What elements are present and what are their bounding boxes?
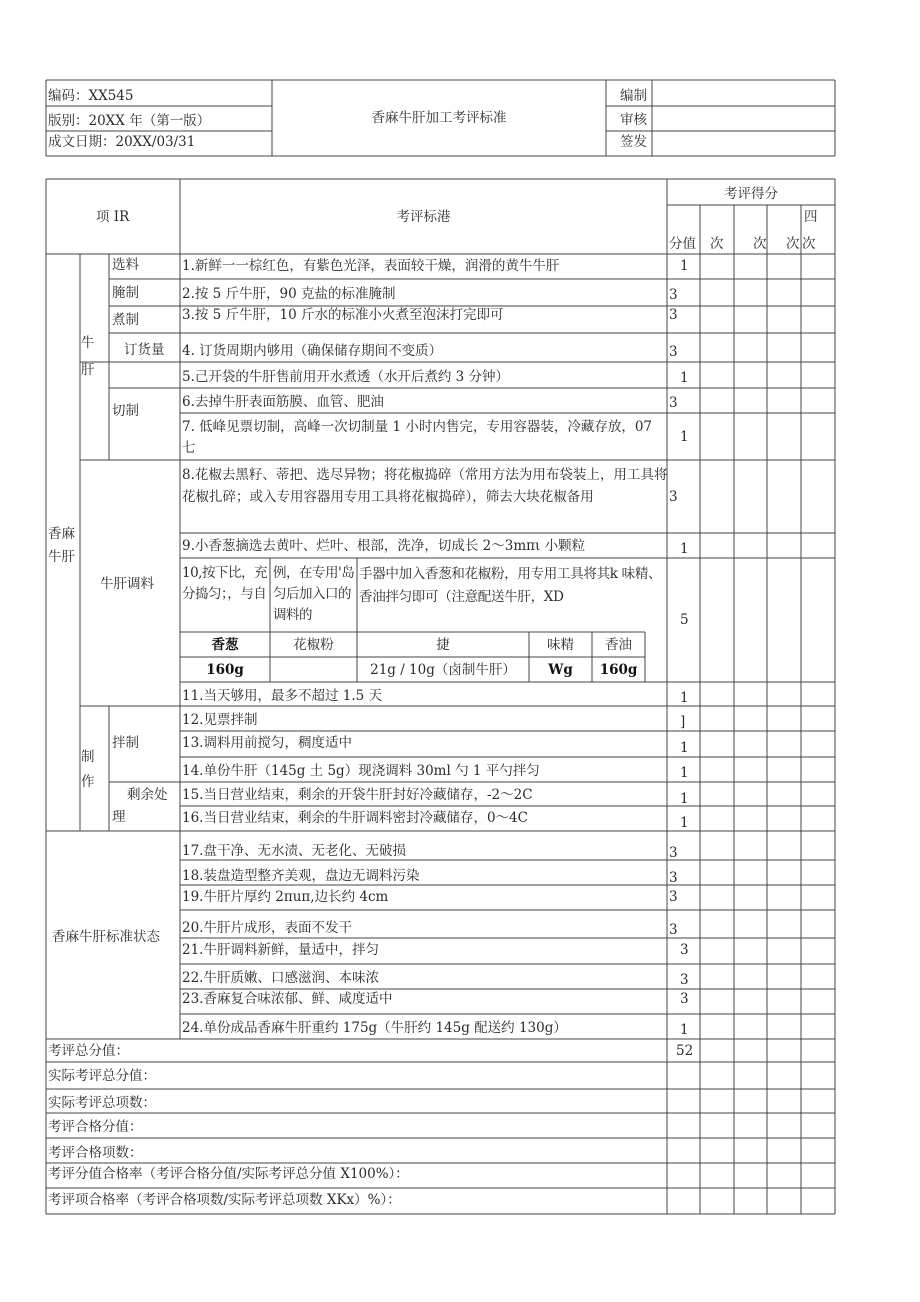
row-9-score: 1 bbox=[680, 541, 689, 557]
row-7-text: 7. 低峰见票切制，高峰一次切制量 1 小时内售完，专用容器装，冷藏存放，07 七 bbox=[182, 419, 653, 456]
sub-mix: 拌制 bbox=[112, 735, 139, 751]
sub-cure: 腌制 bbox=[112, 285, 139, 301]
recipe-header-scallion: 香葱 bbox=[211, 637, 239, 653]
review-label: 审核 bbox=[620, 112, 647, 128]
row-2-text: 2.按 5 斤牛肝，90 克盐的标准腌制 bbox=[182, 286, 396, 302]
sub-cut: 切制 bbox=[112, 403, 139, 419]
recipe-header-msg: 味精 bbox=[547, 637, 574, 653]
row-2-score: 3 bbox=[669, 287, 678, 303]
summary-pass-score: 考评合格分值： bbox=[48, 1119, 143, 1135]
sub-boil: 煮制 bbox=[112, 312, 139, 328]
row-10-text-c: 手器中加入香葱和花椒粉，用专用工具将其k 味精、香油拌匀即可（注意配送牛肝，XD bbox=[359, 566, 662, 605]
sub-select: 选料 bbox=[112, 257, 139, 273]
row-18-score: 3 bbox=[669, 870, 678, 886]
row-1-score: 1 bbox=[680, 258, 689, 274]
row-8-score: 3 bbox=[669, 489, 678, 505]
row-1-text: 1.新鲜一一棕红色，有紫色光泽，表面较干燥，润滑的黄牛牛肝 bbox=[182, 258, 560, 274]
row-17-score: 3 bbox=[669, 845, 678, 861]
row-19-text: 19.牛肝片厚约 2πuπ,边长约 4cm bbox=[182, 889, 389, 905]
summary-item-rate: 考评项合格率（考评合格项数/实际考评总项数 XKx）%）： bbox=[48, 1192, 401, 1208]
col-score-group: 考评得分 bbox=[724, 186, 778, 202]
row-21-text: 21.牛肝调料新鲜，量适中，拌匀 bbox=[182, 942, 379, 958]
row-16-score: 1 bbox=[680, 815, 689, 831]
row-10-text-a: 10,按下比，充分捣匀；，与自 bbox=[182, 565, 267, 602]
row-4-score: 3 bbox=[669, 344, 678, 360]
col-criteria: 考评标港 bbox=[396, 209, 451, 225]
issue-label: 签发 bbox=[620, 134, 647, 150]
row-17-text: 17.盘干净、无水渍、无老化、无破损 bbox=[182, 843, 406, 859]
row-23-text: 23.香麻复合味浓郁、鲜、咸度适中 bbox=[182, 991, 393, 1007]
group-standard: 香麻牛肝标准状态 bbox=[52, 929, 160, 945]
row-6-score: 3 bbox=[669, 395, 678, 411]
summary-pass-items: 考评合格项数： bbox=[48, 1145, 143, 1161]
row-6-text: 6.去掉牛肝表面筋膜、血管、肥油 bbox=[182, 394, 384, 410]
row-7-score: 1 bbox=[680, 429, 689, 445]
recipe-header-sauce: 捷 bbox=[436, 637, 450, 653]
group-make-2: 作 bbox=[81, 774, 95, 790]
row-3-score: 3 bbox=[669, 307, 678, 323]
row-14-score: 1 bbox=[680, 765, 689, 781]
row-24-score: 1 bbox=[680, 1022, 689, 1038]
group-main-text: 香麻牛肝 bbox=[48, 526, 75, 565]
group-seasoning: 牛肝调料 bbox=[100, 576, 154, 592]
row-16-text: 16.当日营业结束，剩余的牛肝调料密封冷藏储存，0～4C bbox=[182, 810, 528, 826]
group-liver-1: 牛 bbox=[81, 335, 95, 351]
group-main bbox=[48, 523, 78, 569]
row-19-score: 3 bbox=[669, 889, 678, 905]
row-3-text: 3.按 5 斤牛肝，10 斤水的标准小火煮至泡沫打完即可 bbox=[182, 307, 504, 323]
group-make-1: 制 bbox=[81, 749, 95, 765]
summary-total-label: 考评总分值： bbox=[48, 1043, 129, 1059]
row-9-text: 9.小香葱摘选去黄叶、烂叶、根部，洗净，切成长 2～3mπι 小颗粒 bbox=[182, 538, 586, 554]
row-4-text: 4. 订货周期内够用（确保储存期间不变质） bbox=[182, 343, 443, 359]
row-10-text-b: 例，在专用'岛匀后加入口的调料的 bbox=[273, 565, 355, 623]
row-22-text: 22.牛肝质嫩、口感滋润、本味浓 bbox=[182, 970, 379, 986]
recipe-value-sauce: 21g / 10g（卤制牛肝） bbox=[370, 662, 516, 678]
row-20-score: 3 bbox=[669, 922, 678, 938]
row-5-score: 1 bbox=[680, 370, 689, 386]
row-11-text: 11.当天够用，最多不超过 1.5 天 bbox=[182, 688, 383, 704]
row-21-score: 3 bbox=[680, 942, 689, 958]
recipe-value-oil: 160g bbox=[599, 662, 638, 678]
sub-rest-2: 理 bbox=[112, 809, 126, 825]
row-18-text: 18.装盘造型整齐美观，盘边无调料污染 bbox=[182, 868, 420, 884]
summary-score-rate: 考评分值合格率（考评合格分值/实际考评总分值 X100%）： bbox=[48, 1166, 409, 1182]
row-10-score: 5 bbox=[680, 612, 689, 628]
col-round-4-bottom: 次 bbox=[802, 236, 816, 252]
row-24-text: 24.单份成品香麻牛肝重约 175g（牛肝约 145g 配送约 130g） bbox=[182, 1020, 567, 1036]
row-13-score: 1 bbox=[680, 740, 689, 756]
col-item: 项 IR bbox=[96, 209, 130, 225]
recipe-value-scallion: 160g bbox=[206, 662, 244, 678]
doc-date: 成文日期：20XX/03/31 bbox=[48, 134, 196, 150]
col-round-2: 次 bbox=[753, 236, 767, 252]
summary-actual-items: 实际考评总项数： bbox=[48, 1095, 156, 1111]
row-20-text: 20.牛肝片成形，表面不发干 bbox=[182, 920, 352, 936]
row-12-score: ] bbox=[680, 714, 686, 730]
row-14-text: 14.单份牛肝（145g 土 5g）现浇调料 30ml 勺 1 平勺拌匀 bbox=[182, 763, 540, 779]
row-8-text: 8.花椒去黑籽、蒂把、选尽异物；将花椒捣碎（常用方法为用布袋装上，用工具将花椒扎碎；或入专用容器用专用工具将花椒捣碎），筛去大块花椒备用 bbox=[182, 467, 668, 505]
recipe-value-msg: Wg bbox=[548, 662, 573, 678]
row-22-score: 3 bbox=[680, 972, 689, 988]
col-round-3: 次 bbox=[786, 236, 800, 252]
recipe-header-oil: 香油 bbox=[605, 637, 632, 653]
col-round-4-top: 四 bbox=[804, 209, 818, 225]
row-15-text: 15.当日营业结束，剩余的开袋牛肝封好冷藏储存，-2～2C bbox=[182, 787, 533, 803]
doc-code: 编码：XX545 bbox=[48, 88, 134, 104]
doc-title: 香麻牛肝加工考评标准 bbox=[371, 110, 507, 126]
row-11-score: 1 bbox=[680, 690, 689, 706]
row-12-text: 12.见票拌制 bbox=[182, 712, 258, 728]
summary-actual-total: 实际考评总分值： bbox=[48, 1068, 156, 1084]
row-15-score: 1 bbox=[680, 791, 689, 807]
col-points: 分值 bbox=[669, 236, 696, 252]
compile-label: 编制 bbox=[620, 88, 647, 104]
doc-version: 版别：20XX 年（第一版） bbox=[48, 113, 211, 129]
group-liver-2: 肝 bbox=[81, 362, 95, 378]
row-23-score: 3 bbox=[680, 991, 689, 1007]
col-round-1: 次 bbox=[710, 236, 724, 252]
summary-total-value: 52 bbox=[676, 1043, 694, 1059]
row-13-text: 13.调料用前搅匀，稠度适中 bbox=[182, 735, 352, 751]
row-5-text: 5.己开袋的牛肝售前用开水煮透（水开后煮约 3 分钟） bbox=[182, 369, 510, 385]
recipe-header-pepper: 花椒粉 bbox=[293, 637, 334, 653]
sub-rest-1: 剩余处 bbox=[127, 787, 168, 803]
sub-order: 订货量 bbox=[124, 342, 165, 358]
